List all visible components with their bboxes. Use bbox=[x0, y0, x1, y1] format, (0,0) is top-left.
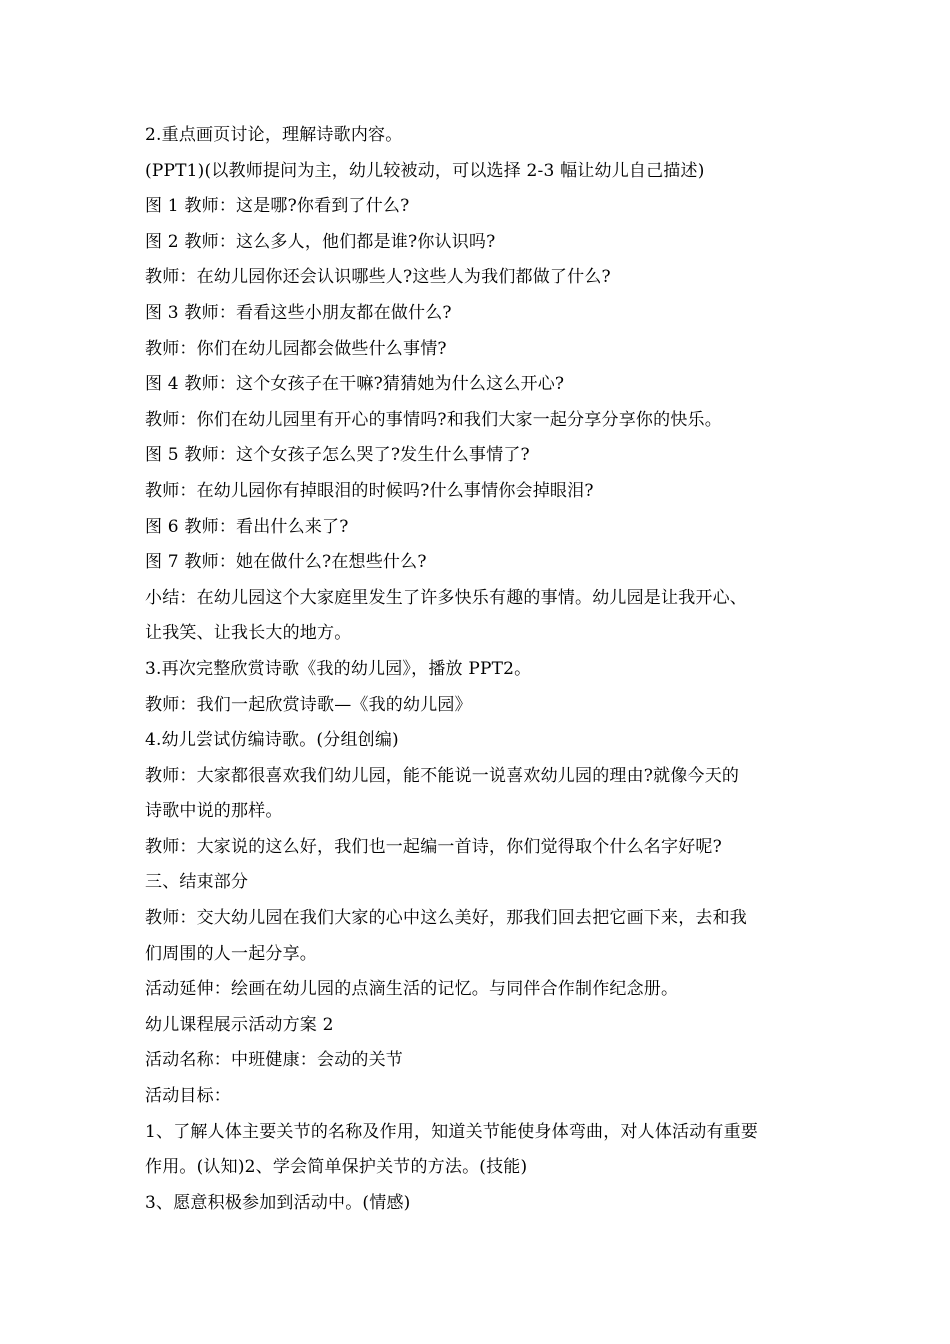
text-line: 图 4 教师：这个女孩子在干嘛?猜猜她为什么这么开心? bbox=[145, 374, 565, 395]
text-line: 图 3 教师：看看这些小朋友都在做什么? bbox=[145, 302, 452, 323]
text-line: 作用。(认知)2、学会简单保护关节的方法。(技能) bbox=[145, 1157, 528, 1178]
text-line: 诗歌中说的那样。 bbox=[145, 801, 283, 822]
text-line: (PPT1)(以教师提问为主，幼儿较被动，可以选择 2-3 幅让幼儿自己描述) bbox=[145, 160, 705, 181]
text-line: 图 2 教师：这么多人，他们都是谁?你认识吗? bbox=[145, 231, 496, 252]
text-line: 图 1 教师：这是哪?你看到了什么? bbox=[145, 196, 410, 217]
text-line: 教师：在幼儿园你还会认识哪些人?这些人为我们都做了什么? bbox=[145, 267, 611, 288]
text-line: 让我笑、让我长大的地方。 bbox=[145, 623, 352, 644]
text-line: 3.再次完整欣赏诗歌《我的幼儿园》，播放 PPT2。 bbox=[145, 658, 532, 679]
text-line: 活动名称：中班健康：会动的关节 bbox=[145, 1050, 403, 1071]
document-page bbox=[145, 118, 815, 1221]
section-heading: 三、结束部分 bbox=[145, 872, 249, 893]
text-line: 教师：大家说的这么好，我们也一起编一首诗，你们觉得取个什么名字好呢? bbox=[145, 836, 722, 857]
text-line: 教师：交大幼儿园在我们大家的心中这么美好，那我们回去把它画下来，去和我 bbox=[145, 908, 747, 929]
text-line: 图 7 教师：她在做什么?在想些什么? bbox=[145, 552, 427, 573]
plan-title: 幼儿课程展示活动方案 2 bbox=[145, 1014, 334, 1035]
text-line: 小结：在幼儿园这个大家庭里发生了许多快乐有趣的事情。幼儿园是让我开心、 bbox=[145, 587, 747, 608]
text-line: 教师：你们在幼儿园都会做些什么事情? bbox=[145, 338, 447, 359]
text-line: 们周围的人一起分享。 bbox=[145, 943, 317, 964]
text-line: 图 6 教师：看出什么来了? bbox=[145, 516, 349, 537]
text-line: 教师：在幼儿园你有掉眼泪的时候吗?什么事情你会掉眼泪? bbox=[145, 480, 594, 501]
text-line: 2.重点画页讨论，理解诗歌内容。 bbox=[145, 125, 403, 145]
text-line: 活动目标： bbox=[145, 1086, 231, 1107]
text-line: 教师：你们在幼儿园里有开心的事情吗?和我们大家一起分享分享你的快乐。 bbox=[145, 409, 722, 430]
text-line: 1、了解人体主要关节的名称及作用，知道关节能使身体弯曲，对人体活动有重要 bbox=[145, 1121, 759, 1142]
text-line: 4.幼儿尝试仿编诗歌。(分组创编) bbox=[145, 730, 399, 751]
text-line: 活动延伸：绘画在幼儿园的点滴生活的记忆。与同伴合作制作纪念册。 bbox=[145, 979, 679, 1000]
text-line: 教师：我们一起欣赏诗歌—《我的幼儿园》 bbox=[145, 694, 472, 715]
text-line: 教师：大家都很喜欢我们幼儿园，能不能说一说喜欢幼儿园的理由?就像今天的 bbox=[145, 765, 740, 786]
text-line: 3、愿意积极参加到活动中。(情感) bbox=[145, 1192, 411, 1213]
text-line: 图 5 教师：这个女孩子怎么哭了?发生什么事情了? bbox=[145, 445, 530, 466]
